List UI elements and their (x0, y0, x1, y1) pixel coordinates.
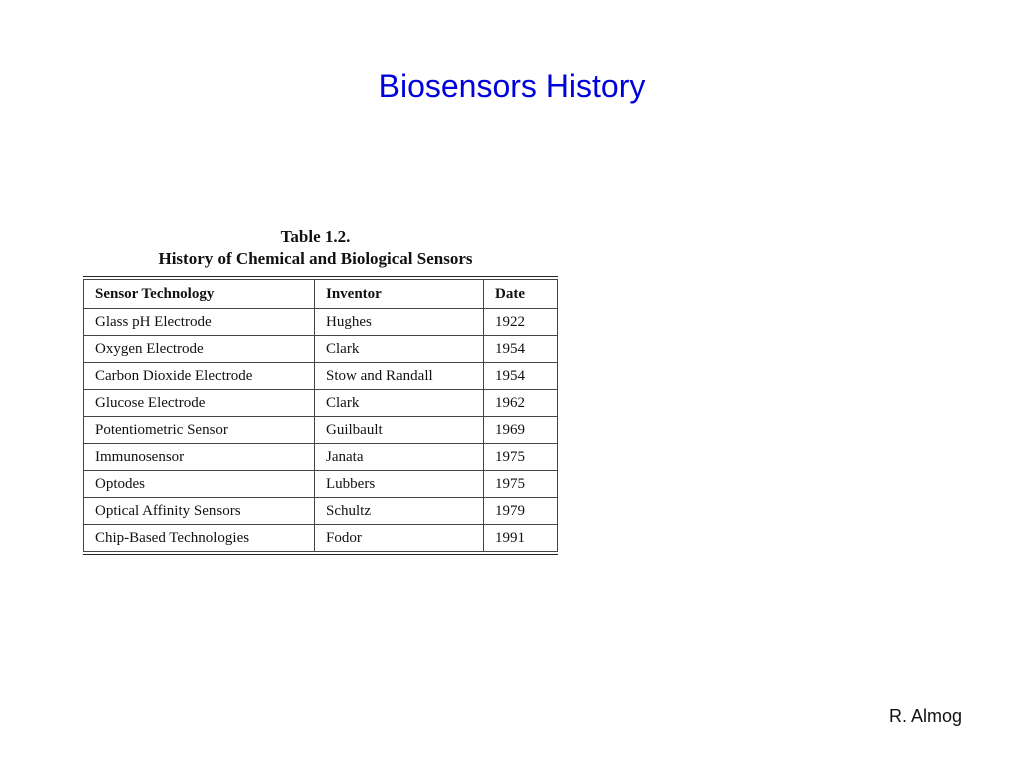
column-header-inventor: Inventor (315, 280, 484, 309)
cell-inventor: Guilbault (315, 417, 484, 444)
cell-sensor-technology: Immunosensor (84, 444, 315, 471)
cell-sensor-technology: Optical Affinity Sensors (84, 498, 315, 525)
cell-inventor: Lubbers (315, 471, 484, 498)
cell-sensor-technology: Oxygen Electrode (84, 336, 315, 363)
cell-inventor: Stow and Randall (315, 363, 484, 390)
cell-date: 1975 (484, 444, 558, 471)
table-row (84, 390, 558, 417)
table-body (84, 309, 558, 552)
cell-sensor-technology: Carbon Dioxide Electrode (84, 363, 315, 390)
column-header-date: Date (484, 280, 558, 309)
cell-inventor: Clark (315, 336, 484, 363)
cell-inventor: Hughes (315, 309, 484, 336)
cell-date: 1969 (484, 417, 558, 444)
sensors-history-table (83, 279, 558, 552)
table-title: History of Chemical and Biological Sensors (158, 249, 473, 268)
slide-title: Biosensors History (378, 68, 646, 104)
table-row (84, 417, 558, 444)
cell-sensor-technology: Glass pH Electrode (84, 309, 315, 336)
cell-date: 1954 (484, 336, 558, 363)
cell-date: 1975 (484, 471, 558, 498)
cell-date: 1954 (484, 363, 558, 390)
table-row (84, 444, 558, 471)
table-row (84, 309, 558, 336)
table-figure (83, 226, 558, 555)
cell-date: 1979 (484, 498, 558, 525)
cell-sensor-technology: Chip-Based Technologies (84, 525, 315, 552)
table-row (84, 471, 558, 498)
table-header-row (84, 280, 558, 309)
table-row (84, 525, 558, 552)
cell-inventor: Janata (315, 444, 484, 471)
table-row (84, 336, 558, 363)
cell-inventor: Clark (315, 390, 484, 417)
cell-sensor-technology: Glucose Electrode (84, 390, 315, 417)
cell-sensor-technology: Optodes (84, 471, 315, 498)
cell-date: 1991 (484, 525, 558, 552)
cell-inventor: Schultz (315, 498, 484, 525)
cell-date: 1962 (484, 390, 558, 417)
table-row (84, 363, 558, 390)
cell-date: 1922 (484, 309, 558, 336)
cell-sensor-technology: Potentiometric Sensor (84, 417, 315, 444)
table-head (84, 280, 558, 309)
author-name: R. Almog (888, 706, 962, 726)
table-frame (83, 276, 558, 555)
cell-inventor: Fodor (315, 525, 484, 552)
table-row (84, 498, 558, 525)
table-caption (73, 226, 558, 270)
column-header-sensor-technology: Sensor Technology (84, 280, 315, 309)
table-number: Table 1.2. (280, 227, 351, 246)
